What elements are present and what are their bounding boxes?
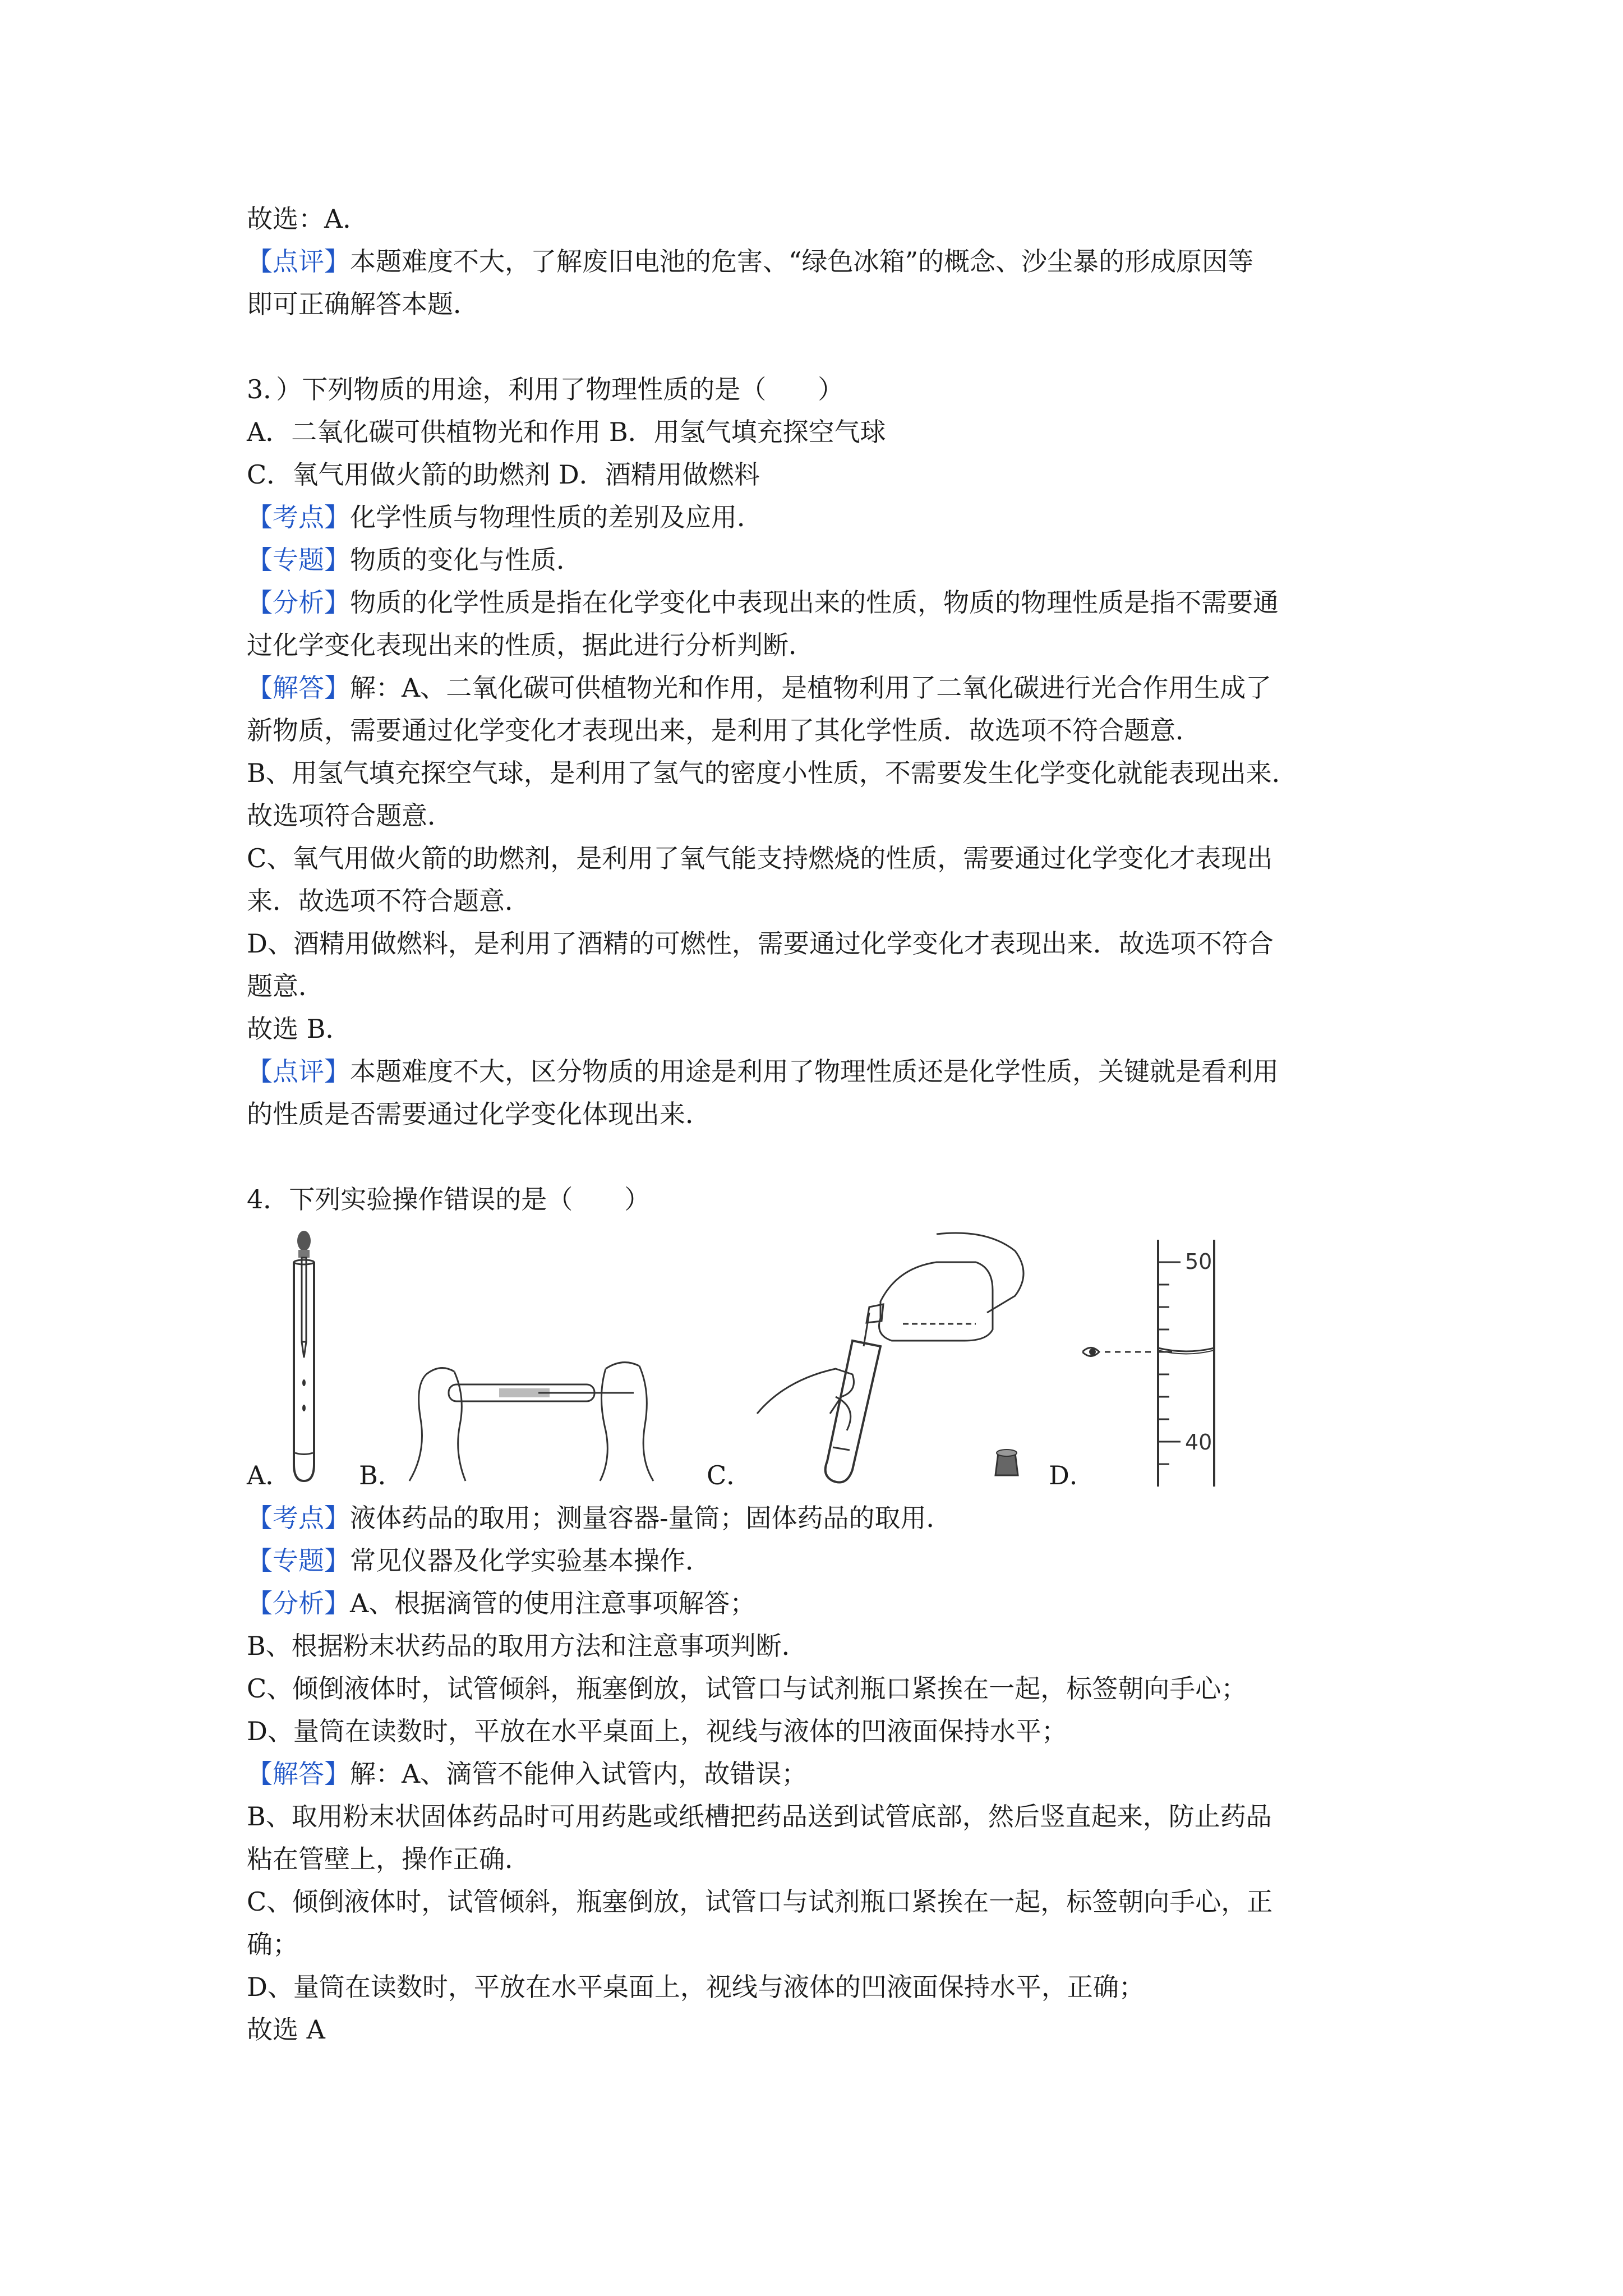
jieda-line: 故选项符合题意． <box>247 800 453 831</box>
pouring-liquid-illustration <box>751 1228 1043 1492</box>
answer-line: 故选：A． <box>247 204 369 234</box>
options-line: A．二氧化碳可供植物光和作用 B．用氢气填充探空气球 <box>247 417 886 447</box>
review-line <box>247 1050 1391 1093</box>
jieda-line: 新物质，需要通过化学变化才表现出来，是利用了其化学性质．故选项不符合题意． <box>247 715 1201 746</box>
zhuanti-tag: 【专题】 <box>247 1545 350 1576</box>
jieda-line: 确； <box>247 1929 298 1959</box>
question-3: 3．）下列物质的用途，利用了物理性质的是（ ） <box>247 374 844 404</box>
zhuanti-text: 常见仪器及化学实验基本操作． <box>350 1545 711 1576</box>
tick-label-50: 50 <box>1185 1249 1212 1274</box>
jieda-line: D、量筒在读数时，平放在水平桌面上，视线与液体的凹液面保持水平，正确； <box>247 1972 1145 2002</box>
answer-line: 故选 B． <box>247 1014 352 1044</box>
fenxi-line <box>247 581 1391 624</box>
fenxi-line: D、量筒在读数时，平放在水平桌面上，视线与液体的凹液面保持水平； <box>247 1716 1067 1746</box>
fenxi-line <box>247 1582 1391 1625</box>
experiment-figures <box>247 1228 1391 1492</box>
review-text: 本题难度不大，了解废旧电池的危害、“绿色冰箱”的概念、沙尘暴的形成原因等 <box>350 246 1254 277</box>
jieda-line: 来．故选项不符合题意． <box>247 886 531 916</box>
kaodian-text: 化学性质与物理性质的差别及应用． <box>350 502 763 532</box>
graduated-cylinder-illustration <box>1082 1240 1228 1487</box>
kaodian-tag: 【考点】 <box>247 502 350 532</box>
answer-line: 故选 A <box>247 2014 325 2045</box>
jieda-line: B、取用粉末状固体药品时可用药匙或纸槽把药品送到试管底部，然后竖直起来，防止药品 <box>247 1801 1272 1832</box>
zhuanti-tag: 【专题】 <box>247 545 350 575</box>
kaodian-line <box>247 1497 1391 1539</box>
zhuanti-text: 物质的变化与性质． <box>350 545 582 575</box>
spacer <box>247 325 1391 368</box>
review-line: 的性质是否需要通过化学变化体现出来． <box>247 1099 711 1129</box>
question-4: 4．下列实验操作错误的是（ ） <box>247 1184 651 1214</box>
powder-trough-illustration <box>404 1341 684 1487</box>
fenxi-tag: 【分析】 <box>247 587 350 618</box>
zhuanti-line <box>247 1539 1391 1582</box>
options-line: C．氧气用做火箭的助燃剂 D．酒精用做燃料 <box>247 459 760 490</box>
kaodian-line <box>247 496 1391 539</box>
figure-c-label: C． <box>707 1460 753 1490</box>
jieda-line: C、倾倒液体时，试管倾斜，瓶塞倒放，试管口与试剂瓶口紧挨在一起，标签朝向手心，正 <box>247 1887 1273 1917</box>
jieda-line: 题意． <box>247 971 324 1001</box>
dropper-test-tube-illustration <box>282 1228 326 1487</box>
fenxi-text: 物质的化学性质是指在化学变化中表现出来的性质，物质的物理性质是指不需要通 <box>350 587 1279 618</box>
fenxi-line: B、根据粉末状药品的取用方法和注意事项判断． <box>247 1631 808 1661</box>
jieda-line <box>247 1752 1391 1795</box>
kaodian-tag: 【考点】 <box>247 1503 350 1533</box>
jieda-text: 解：A、二氧化碳可供植物光和作用，是植物利用了二氧化碳进行光合作用生成了 <box>350 673 1272 703</box>
review-line <box>247 240 1391 283</box>
tick-label-40: 40 <box>1185 1430 1212 1455</box>
review-line: 即可正确解答本题． <box>247 289 479 319</box>
fenxi-text: A、根据滴管的使用注意事项解答； <box>350 1588 756 1618</box>
jieda-line: B、用氢气填充探空气球，是利用了氢气的密度小性质，不需要发生化学变化就能表现出来． <box>247 758 1298 788</box>
jieda-line: 粘在管壁上，操作正确． <box>247 1844 531 1874</box>
spacer <box>247 1135 1391 1178</box>
kaodian-text: 液体药品的取用；测量容器-量筒；固体药品的取用． <box>350 1503 952 1533</box>
jieda-line <box>247 666 1391 709</box>
jieda-tag: 【解答】 <box>247 1759 350 1789</box>
jieda-text: 解：A、滴管不能伸入试管内，故错误； <box>350 1759 808 1789</box>
figure-b-label: B． <box>359 1460 404 1490</box>
review-text: 本题难度不大，区分物质的用途是利用了物理性质还是化学性质，关键就是看利用 <box>350 1056 1279 1087</box>
zhuanti-line <box>247 539 1391 581</box>
review-tag: 【点评】 <box>247 246 350 277</box>
fenxi-line: C、倾倒液体时，试管倾斜，瓶塞倒放，试管口与试剂瓶口紧挨在一起，标签朝向手心； <box>247 1673 1247 1704</box>
document-page <box>247 197 1391 2051</box>
fenxi-line: 过化学变化表现出来的性质，据此进行分析判断． <box>247 630 814 660</box>
figure-a-label: A． <box>247 1460 292 1490</box>
figure-d-label: D． <box>1049 1460 1095 1490</box>
jieda-tag: 【解答】 <box>247 673 350 703</box>
review-tag: 【点评】 <box>247 1056 350 1087</box>
fenxi-tag: 【分析】 <box>247 1588 350 1618</box>
jieda-line: C、氧气用做火箭的助燃剂，是利用了氧气能支持燃烧的性质，需要通过化学变化才表现出 <box>247 843 1273 873</box>
jieda-line: D、酒精用做燃料，是利用了酒精的可燃性，需要通过化学变化才表现出来．故选项不符合 <box>247 928 1274 959</box>
